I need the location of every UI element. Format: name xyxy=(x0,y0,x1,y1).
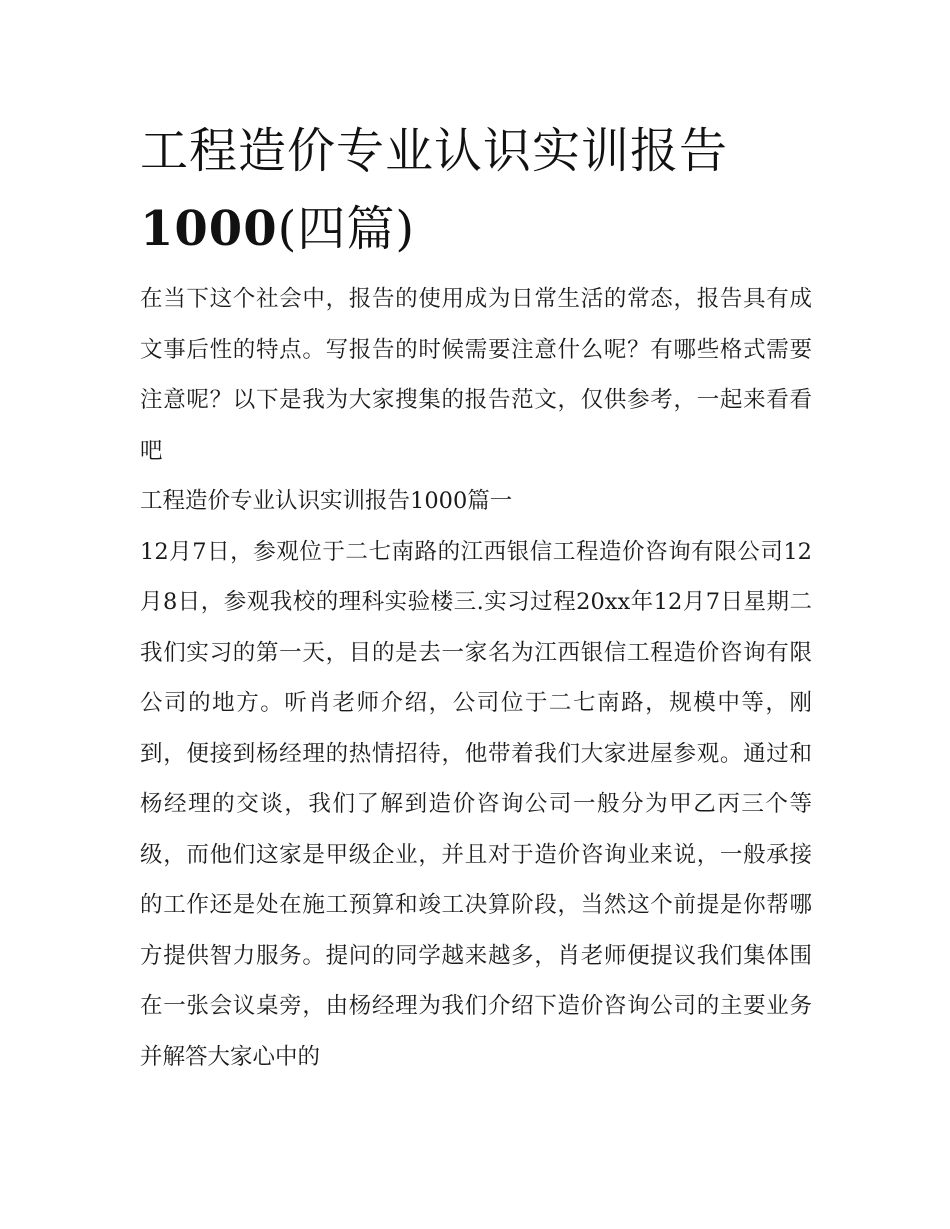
intro-paragraph: 在当下这个社会中，报告的使用成为日常生活的常态，报告具有成文事后性的特点。写报告的时候需要注意什么呢？有哪些格式需要注意呢？以下是我为大家搜集的报告范文，仅供参考，一起来看看吧 xyxy=(140,286,812,464)
section-heading: 工程造价专业认识实训报告1000篇一 xyxy=(140,488,513,514)
document-page xyxy=(140,112,812,1082)
body-paragraph: 12月7日，参观位于二七南路的江西银信工程造价咨询有限公司12月8日，参观我校的理科实验楼三.实习过程20xx年12月7日星期二我们实习的第一天，目的是去一家名为江西银信工程造价咨询有限公司的地方。听肖老师介绍，公司位于二七南路，规模中等，刚到，便接到杨经理的热情招待，他带着我们大家进屋参观。通过和杨经理的交谈，我们了解到造价咨询公司一般分为甲乙丙三个等级，而他们这家是甲级企业，并且对于造价咨询业来说，一般承接的工作还是处在施工预算和竣工决算阶段，当然这个前提是你帮哪方提供智力服务。提问的同学越来越多，肖老师便提议我们集体围在一张会议桌旁，由杨经理为我们介绍下造价咨询公司的主要业务并解答大家心中的 xyxy=(140,538,812,1070)
title-number: 1000 xyxy=(140,201,278,257)
title-line-1: 工程造价专业认识实训报告 xyxy=(140,123,729,179)
document-title xyxy=(140,112,812,268)
title-suffix: (四篇) xyxy=(277,201,416,257)
